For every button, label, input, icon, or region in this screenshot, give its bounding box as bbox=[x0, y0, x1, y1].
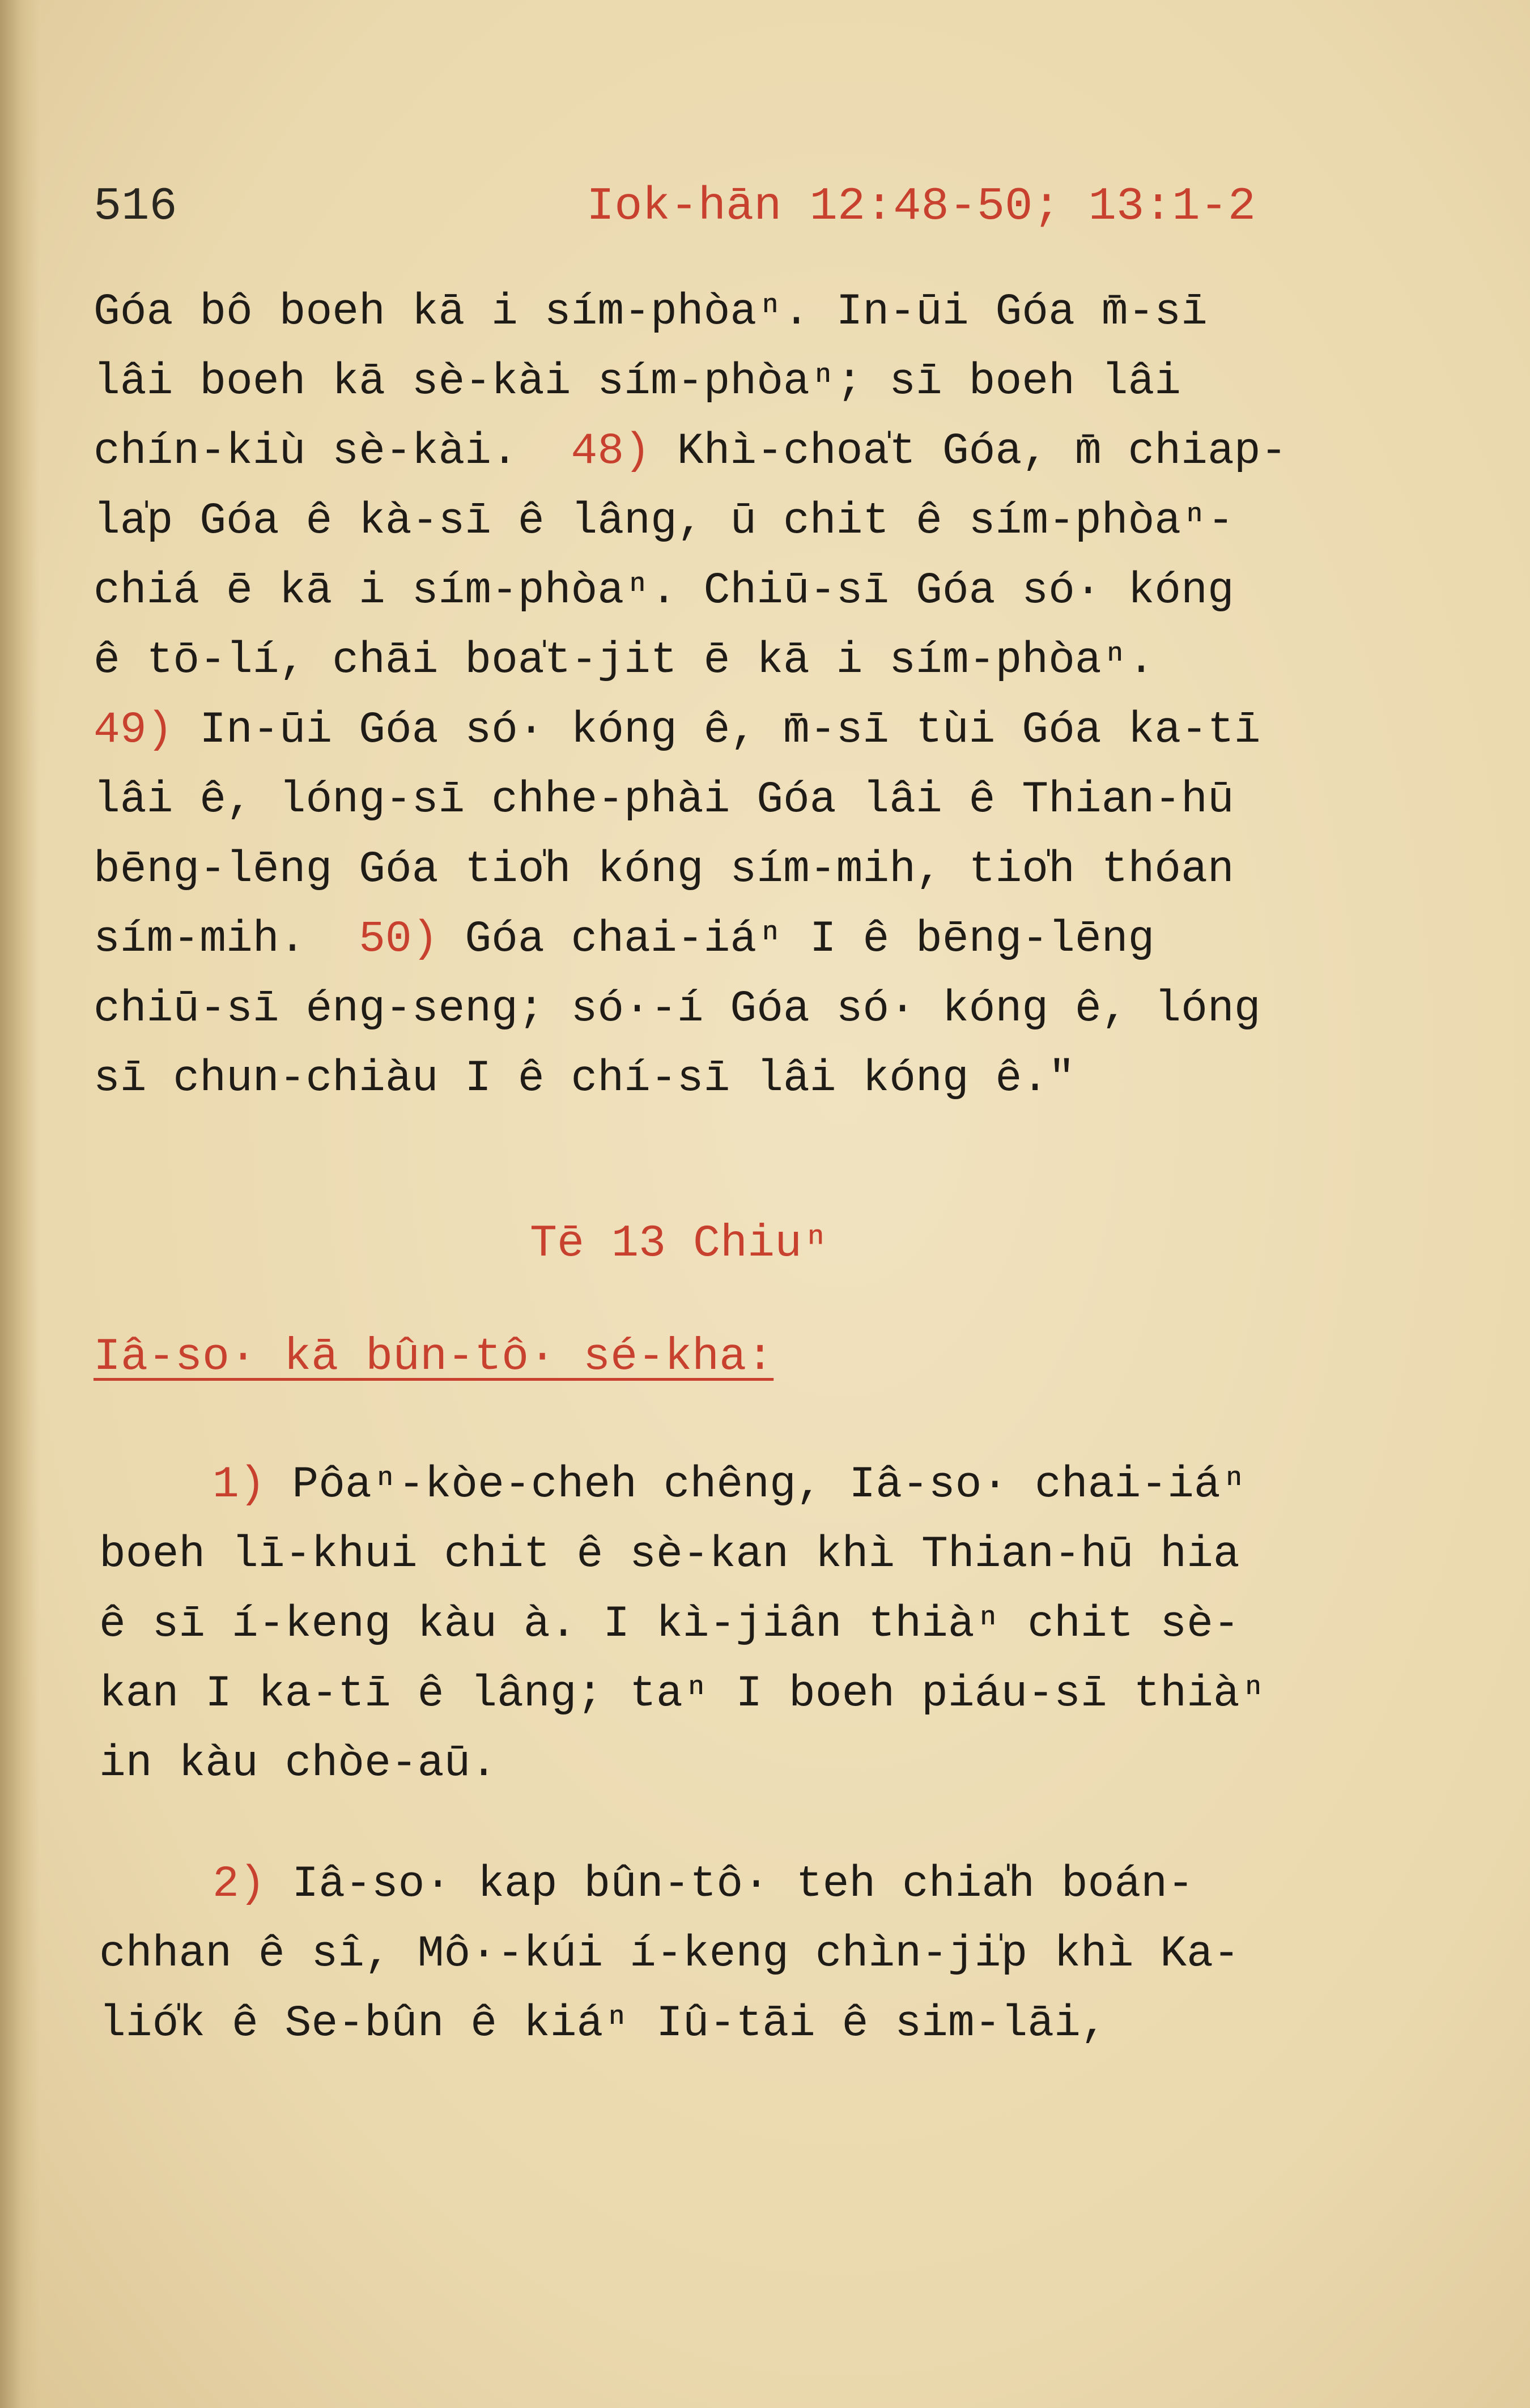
running-head: Iok-hān 12:48-50; 13:1-2 bbox=[586, 180, 1256, 233]
text-line: in kàu chòe-aū. bbox=[99, 1739, 498, 1789]
text-line bbox=[99, 1850, 1414, 1920]
text-line: sī chun-chiàu I ê chí-sī lâi kóng ê." bbox=[94, 1054, 1075, 1104]
scripture-text-top bbox=[94, 278, 1408, 1114]
page-number: 516 bbox=[94, 180, 177, 233]
section-heading: Iâ-so· kā bûn-tô· sé-kha: bbox=[94, 1331, 774, 1383]
page-spine-shadow bbox=[0, 0, 40, 2408]
text-line: lâi ê, lóng-sī chhe-phài Góa lâi ê Thian-hū bbox=[94, 775, 1234, 825]
text-line: kan I ka-tī ê lâng; taⁿ I boeh piáu-sī thiàⁿ bbox=[99, 1669, 1266, 1719]
text-line: la̍p Góa ê kà-sī ê lâng, ū chit ê sím-phòaⁿ- bbox=[94, 496, 1234, 546]
text-line: chiá ē kā i sím-phòaⁿ. Chiū-sī Góa só· kóng bbox=[94, 566, 1234, 616]
text-line bbox=[94, 905, 1408, 975]
text-line: Góa bô boeh kā i sím-phòaⁿ. In-ūi Góa m̄-sī bbox=[94, 287, 1208, 337]
text-line: bēng-lēng Góa tio̍h kóng sím-mih, tio̍h thóan bbox=[94, 845, 1234, 895]
text-segment: sím-mih. bbox=[94, 914, 359, 964]
text-line: ê tō-lí, chāi boa̍t-jit ē kā i sím-phòaⁿ. bbox=[94, 636, 1155, 686]
verse-number-48: 48) bbox=[571, 427, 651, 477]
verse-number-50: 50) bbox=[359, 914, 439, 964]
text-segment: Iâ-so· kap bûn-tô· teh chia̍h boán- bbox=[265, 1860, 1194, 1909]
text-segment: Góa chai-iáⁿ I ê bēng-lēng bbox=[438, 914, 1155, 964]
text-line bbox=[99, 1450, 1414, 1520]
text-line: ê sī í-keng kàu à. I kì-jiân thiàⁿ chit sè- bbox=[99, 1599, 1240, 1649]
verse-number-2: 2) bbox=[212, 1860, 266, 1909]
paragraph-verse-2 bbox=[99, 1850, 1414, 2059]
text-line: boeh lī-khui chit ê sè-kan khì Thian-hū hia bbox=[99, 1530, 1240, 1580]
text-segment: Khì-choa̍t Góa, m̄ chiap- bbox=[650, 427, 1287, 477]
text-segment: In-ūi Góa só· kóng ê, m̄-sī tùi Góa ka-tī bbox=[173, 705, 1261, 755]
text-line: lió̍k ê Se-bûn ê kiáⁿ Iû-tāi ê sim-lāi, bbox=[99, 1999, 1107, 2049]
text-line: chiū-sī éng-seng; só·-í Góa só· kóng ê, lóng bbox=[94, 984, 1261, 1034]
page-header bbox=[94, 180, 1363, 237]
text-segment: Pôaⁿ-kòe-cheh chêng, Iâ-so· chai-iáⁿ bbox=[265, 1460, 1247, 1510]
text-line bbox=[94, 417, 1408, 487]
text-line bbox=[94, 696, 1408, 765]
chapter-title: Tē 13 Chiuⁿ bbox=[530, 1218, 830, 1270]
paragraph-verse-1 bbox=[99, 1450, 1414, 1799]
text-line: chhan ê sî, Mô·-kúi í-keng chìn-ji̍p khì Ka- bbox=[99, 1929, 1240, 1979]
text-segment: chín-kiù sè-kài. bbox=[94, 427, 571, 477]
verse-number-1: 1) bbox=[212, 1460, 266, 1510]
text-line: lâi boeh kā sè-kài sím-phòaⁿ; sī boeh lâi bbox=[94, 357, 1182, 407]
verse-number-49: 49) bbox=[94, 705, 173, 755]
